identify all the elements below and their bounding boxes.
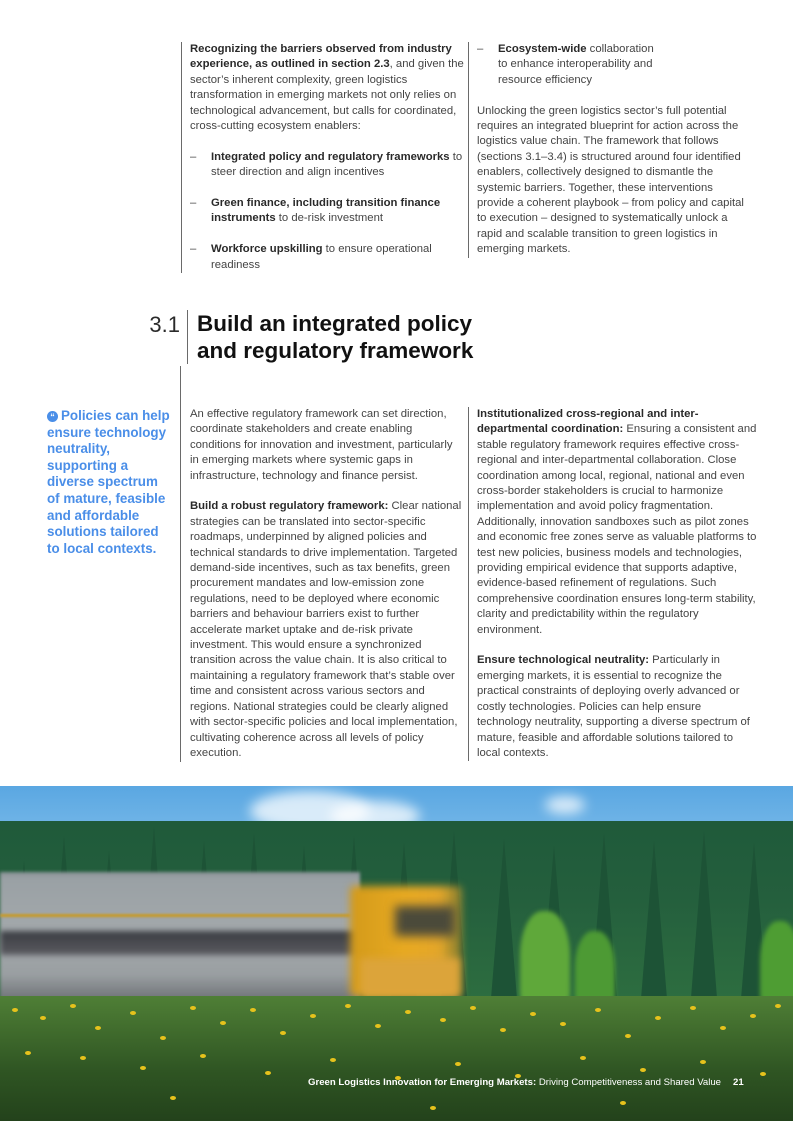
coordination-paragraph	[477, 407, 758, 638]
intro-paragraph	[190, 42, 464, 134]
cab-window	[395, 906, 455, 936]
dash-bullet: –	[190, 197, 197, 210]
enabler-rest: to de-risk investment	[275, 212, 384, 225]
enabler-bold: Ecosystem-wide	[498, 43, 587, 55]
paragraph-rest: Ensuring a consistent and stable regulatory framework requires effective cross-regional and inter-departmental collaboration. Close coordination among local, regional, national and even cross-border stakeholders is crucial to harmonize implementation and avoid policy fragmentation. Additionally, innovation sandboxes such as pilot zones and economic free zones serve as valuable platforms to test new policies, business models and technologies, providing empirical evidence that supports adaptive, evidence-based refinement of regulations. Such comprehensive coordination ensures long-term stability, clarity and predictability within the regulatory environment.	[477, 423, 757, 636]
paragraph-rest: Particularly in emerging markets, it is essential to recognize the practical constraints of deploying overly advanced or costly technologies. Policies can help ensure technology neutrality, supporting a diverse spectrum of mature, feasible and affordable solutions tailored to local contexts.	[477, 654, 750, 759]
body-right-column	[468, 407, 758, 761]
section-heading	[140, 310, 517, 364]
enabler-list-item	[190, 242, 464, 273]
enabler-list-item	[477, 42, 758, 88]
robust-framework-paragraph	[190, 499, 464, 761]
paragraph-lead: Ensure technological neutrality:	[477, 654, 649, 667]
section-title: Build an integrated policy and regulatory framework	[187, 310, 517, 364]
intro-right-column	[468, 42, 758, 258]
paragraph-rest: Clear national strategies can be translated into sector-specific roadmaps, underpinned by aligned policies and technical standards to drive implementation. Targeted demand-side incentives, such as tax benefits, green procurement mandates and low-emission zone regulations, need to be deployed where economic barriers and behaviour barriers exist to further accelerate market uptake and de-risk private investment. This would ensure a synchronized transition across the value chain. It is also critical to maintaining a regulatory framework that’s stable over time and consistent across various sectors and regions. National strategies could be clearly aligned with sector-specific policies and local implementation, cultivating coherence across all levels of policy execution.	[190, 500, 462, 759]
pull-quote-text: Policies can help ensure technology neutrality, supporting a diverse spectrum of mature, feasible and affordable solutions tailored to local contexts.	[47, 408, 170, 556]
body-intro-paragraph: An effective regulatory framework can set direction, coordinate stakeholders and create enabling conditions for innovation and investment, particularly in emerging markets where systemic gaps in infrastructure, technology and finance persist.	[190, 408, 453, 482]
dandelion-meadow	[0, 996, 793, 1121]
intro-rest: , and given the sector’s inherent complexity, green logistics transformation in emerging markets not only relies on technological advancement, but calls for coordinated, cross-cutting ecosystem enablers:	[190, 58, 464, 133]
body-left-column	[181, 407, 464, 761]
paragraph-lead: Institutionalized cross-regional and inter-departmental coordination:	[477, 408, 699, 436]
section-number: 3.1	[149, 312, 180, 337]
enabler-rest: to ensure operational readiness	[211, 243, 432, 271]
enabler-rest: to steer direction and align incentives	[211, 150, 463, 179]
enabler-bold: Green finance, including transition finance instruments	[211, 197, 441, 225]
dash-bullet: –	[190, 150, 197, 163]
dash-bullet: –	[477, 43, 484, 55]
enabler-list-item	[190, 150, 464, 181]
dash-bullet: –	[190, 243, 197, 256]
enabler-rest: collaboration to enhance interoperability and resource efficiency	[498, 43, 654, 86]
quote-icon: “	[47, 411, 58, 422]
intro-bold: Recognizing the barriers observed from industry experience, as outlined in section 2.3	[190, 43, 452, 71]
enabler-list-item	[190, 196, 464, 227]
enabler-bold: Integrated policy and regulatory frameworks	[211, 150, 450, 163]
footer-title-bold: Green Logistics Innovation for Emerging Markets:	[308, 1077, 537, 1088]
blueprint-paragraph: Unlocking the green logistics sector’s full potential requires an integrated blueprint for action across the logistics value chain. The framework that follows (sections 3.1–3.4) is structured around four identified enablers, collectively designed to dismantle the systemic barriers. Together, these interventions provide a coherent playbook – from policy and capital to execution – designed to systematically unlock a rapid and scalable transition to green logistics in emerging markets.	[477, 104, 744, 256]
pull-quote	[47, 408, 172, 557]
intro-left-column	[181, 42, 464, 273]
enabler-bold: Workforce upskilling	[211, 243, 323, 256]
page-number: 21	[733, 1077, 744, 1088]
trailer-base	[0, 931, 370, 955]
page-footer	[308, 1077, 744, 1088]
cab-lower	[360, 958, 460, 998]
truck-meadow-photo	[0, 786, 793, 1121]
paragraph-lead: Build a robust regulatory framework:	[190, 500, 389, 513]
trailer-stripe	[0, 914, 350, 917]
footer-subtitle: Driving Competitiveness and Shared Value	[536, 1077, 722, 1088]
neutrality-paragraph	[477, 653, 758, 761]
